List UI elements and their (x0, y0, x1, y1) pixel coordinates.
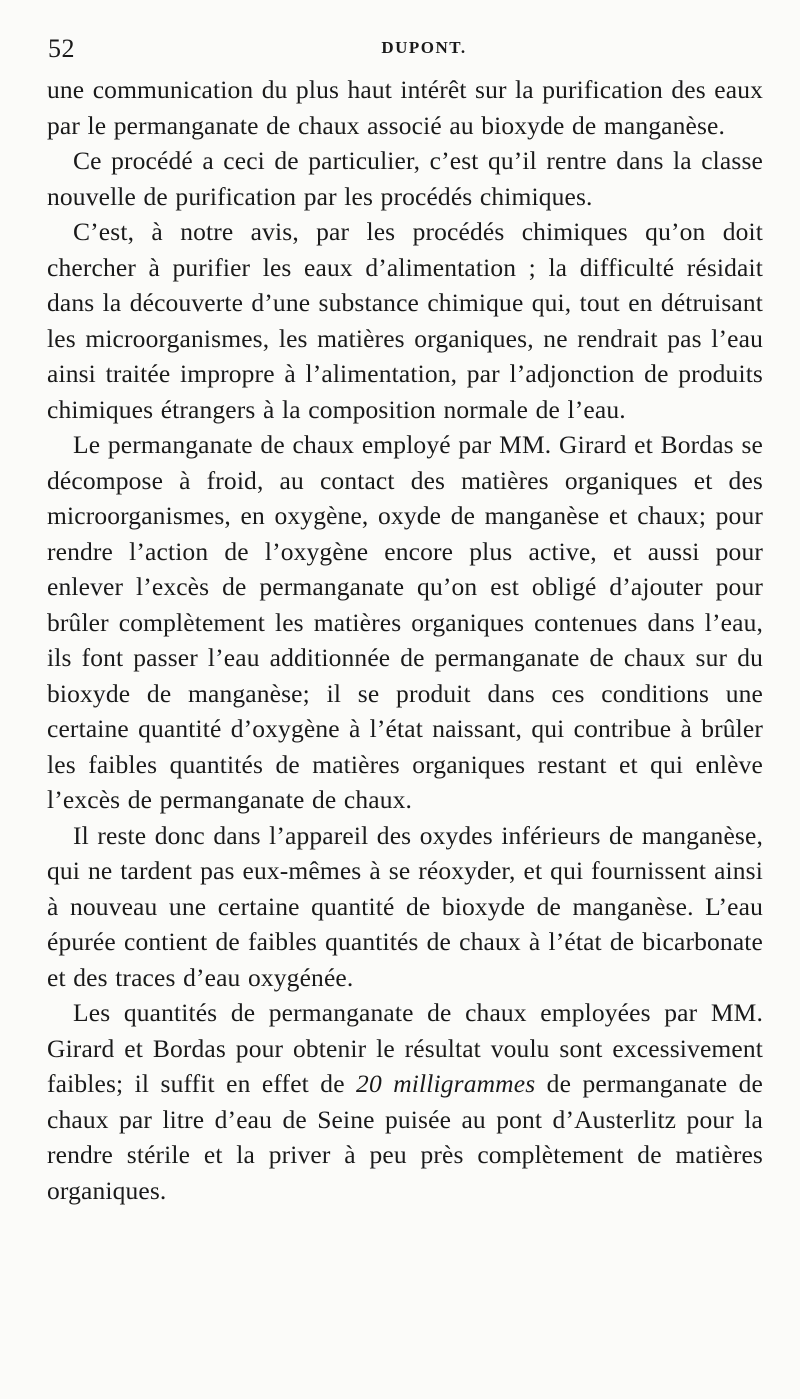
paragraph: Le permanganate de chaux employé par MM. Girard et Bordas se décompose à froid, au contact des matières organiques et des microorganismes, en oxygène, oxyde de manganèse et chaux; pour rendre l’action de l’oxygène encore plus active, et aussi pour enlever l’excès de permanganate qu’on est obligé d’ajouter pour brûler complètement les matières organiques contenues dans l’eau, ils font passer l’eau additionnée de permanganate de chaux sur du bioxyde de manganèse; il se produit dans ces conditions une certaine quantité d’oxygène à l’état naissant, qui contribue à brûler les faibles quantités de matières organiques restant et qui enlève l’excès de permanganate de chaux. (47, 430, 763, 814)
running-head: DUPONT. (381, 38, 467, 57)
paragraph-continuation: une communication du plus haut intérêt sur la purification des eaux par le permanganate de chaux associé au bioxyde de manganèse. (47, 75, 763, 140)
italic-quantity: 20 milligrammes (356, 1069, 536, 1098)
paragraph (47, 995, 763, 1208)
paragraph: Ce procédé a ceci de particulier, c’est qu’il rentre dans la classe nouvelle de purification par les procédés chimiques. (47, 146, 763, 211)
body-text (47, 72, 763, 1208)
paragraph-text: de permanganate de chaux par litre d’eau de Seine puisée au pont d’Austerlitz pour la rendre stérile et la priver à peu près complètement de matières organiques. (47, 1069, 763, 1205)
paragraph: C’est, à notre avis, par les procédés chimiques qu’on doit chercher à purifier les eaux d’alimentation ; la difficulté résidait dans la découverte d’une substance chimique qui, tout en détruisant les microorganismes, les matières organiques, ne rendrait pas l’eau ainsi traitée impropre à l’alimentation, par l’adjonction de produits chimiques étrangers à la composition normale de l’eau. (47, 217, 763, 424)
page-header (48, 34, 760, 64)
paragraph-text: Les quantités de permanganate de chaux employées par MM. Girard et Bordas pour obtenir le résultat voulu sont excessivement faibles; il suffit en effet de (47, 998, 763, 1098)
page-number: 52 (48, 34, 75, 63)
paragraph: Il reste donc dans l’appareil des oxydes inférieurs de manganèse, qui ne tardent pas eux-mêmes à se réoxyder, et qui fournissent ainsi à nouveau une certaine quantité de bioxyde de manganèse. L’eau épurée contient de faibles quantités de chaux à l’état de bicarbonate et des traces d’eau oxygénée. (47, 820, 763, 992)
